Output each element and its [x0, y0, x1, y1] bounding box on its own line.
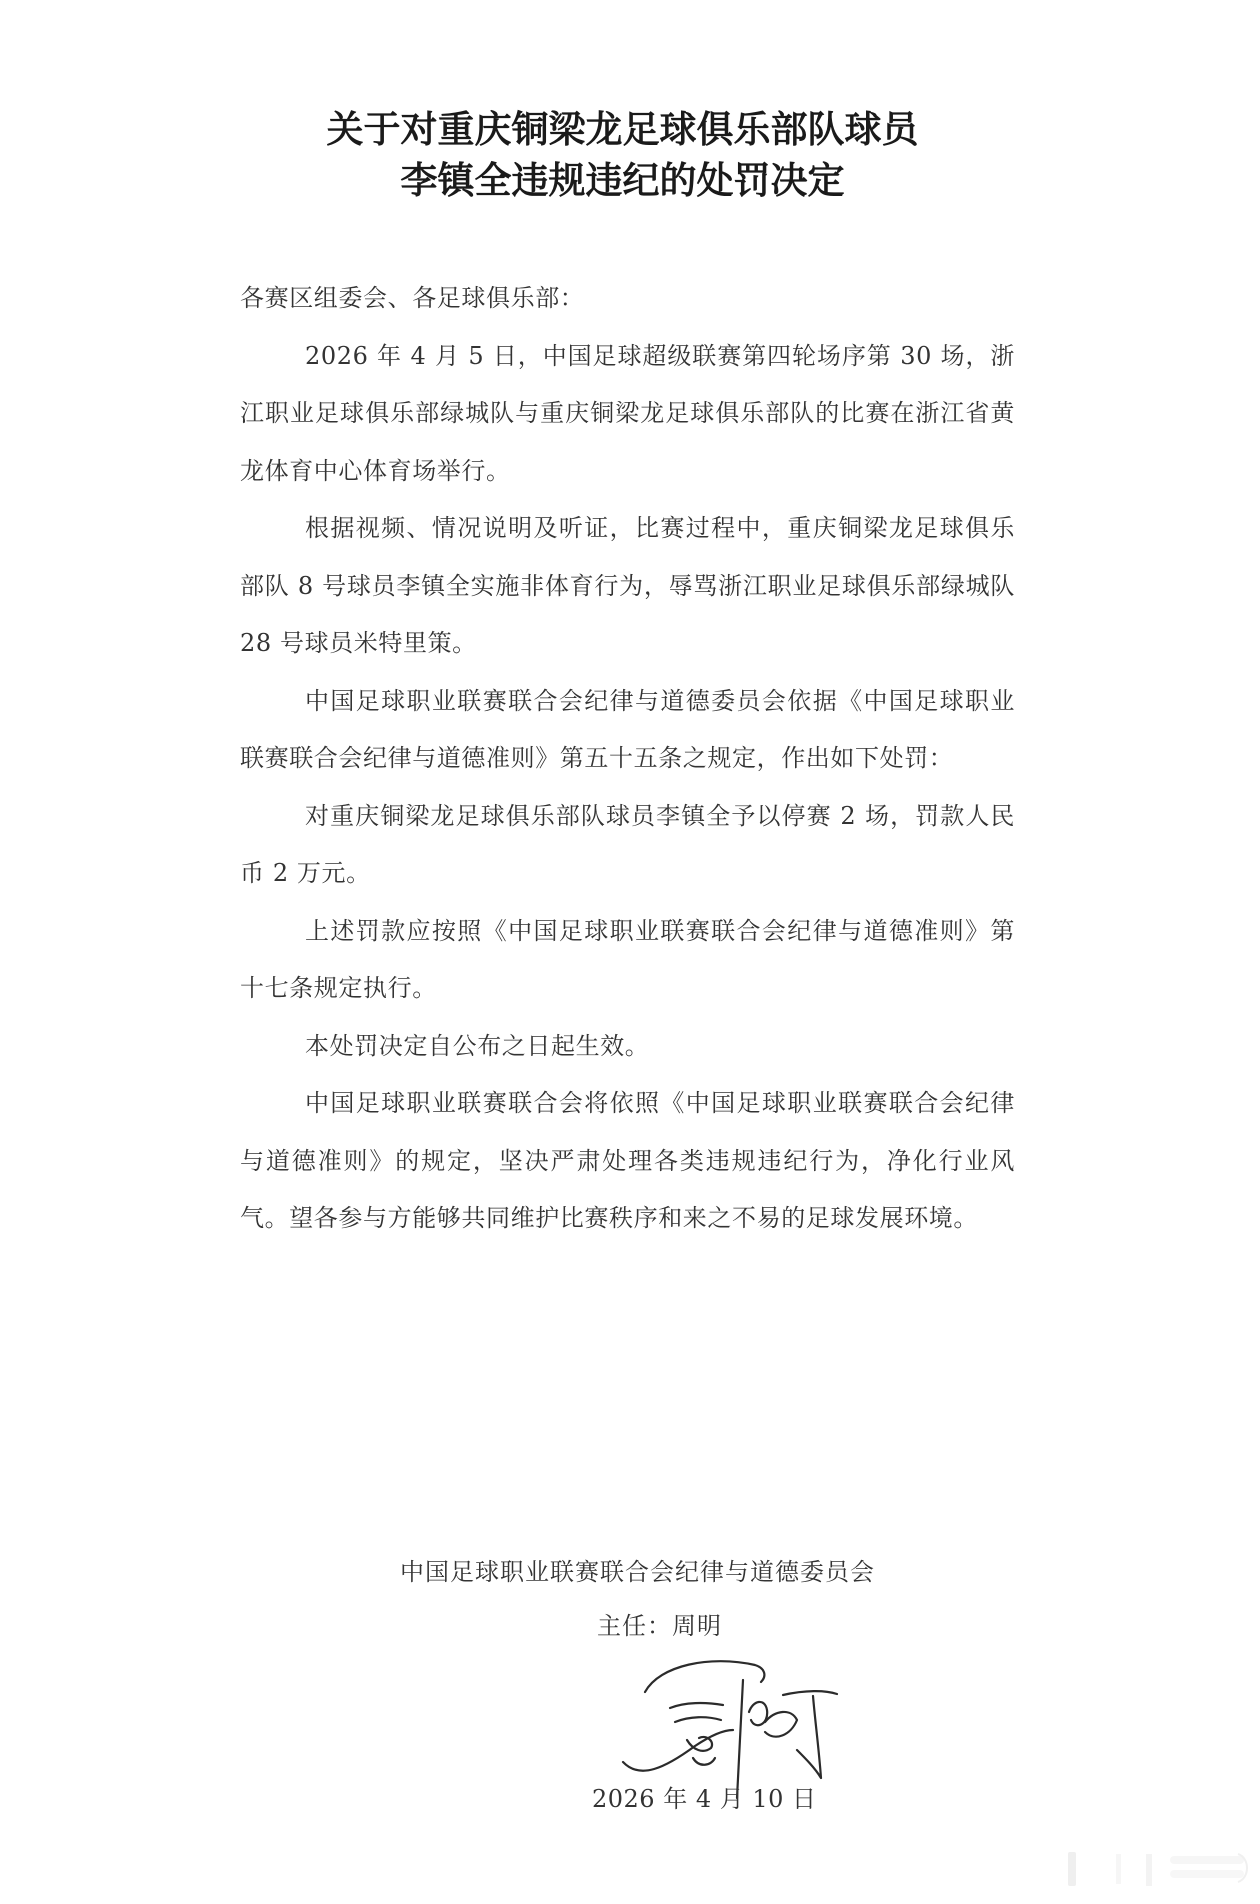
document-title-line-1: 关于对重庆铜梁龙足球俱乐部队球员 — [326, 107, 919, 151]
issuing-organization: 中国足球职业联赛联合会纪律与道德委员会 — [400, 1558, 875, 1586]
salutation: 各赛区组委会、各足球俱乐部： — [240, 284, 585, 312]
document-body — [240, 270, 1015, 1248]
paragraph-legal-basis: 中国足球职业联赛联合会纪律与道德委员会依据《中国足球职业联赛联合会纪律与道德准则》第五十五条之规定，作出如下处罚： — [240, 686, 1015, 772]
faint-watermark-icon — [1060, 1846, 1250, 1890]
paragraph-match-info: 2026 年 4 月 5 日，中国足球超级联赛第四轮场序第 30 场，浙江职业足球俱乐部绿城队与重庆铜梁龙足球俱乐部队的比赛在浙江省黄龙体育中心体育场举行。 — [240, 341, 1015, 485]
paragraph-penalty: 对重庆铜梁龙足球俱乐部队球员李镇全予以停赛 2 场，罚款人民币 2 万元。 — [240, 801, 1015, 887]
paragraph-fine-execution: 上述罚款应按照《中国足球职业联赛联合会纪律与道德准则》第十七条规定执行。 — [240, 916, 1015, 1002]
paragraph-effective: 本处罚决定自公布之日起生效。 — [305, 1031, 650, 1060]
decision-date: 2026 年 4 月 10 日 — [592, 1785, 817, 1813]
document-title-line-2: 李镇全违规违纪的处罚决定 — [400, 158, 845, 202]
handwritten-signature-icon — [615, 1650, 855, 1800]
paragraph-closing: 中国足球职业联赛联合会将依照《中国足球职业联赛联合会纪律与道德准则》的规定，坚决严肃处理各类违规违纪行为，净化行业风气。望各参与方能够共同维护比赛秩序和来之不易的足球发展环境。 — [240, 1089, 1015, 1232]
director-name: 主任：周明 — [597, 1612, 722, 1640]
paragraph-findings: 根据视频、情况说明及听证，比赛过程中，重庆铜梁龙足球俱乐部队 8 号球员李镇全实施非体育行为，辱骂浙江职业足球俱乐部绿城队 28 号球员米特里策。 — [240, 514, 1015, 657]
